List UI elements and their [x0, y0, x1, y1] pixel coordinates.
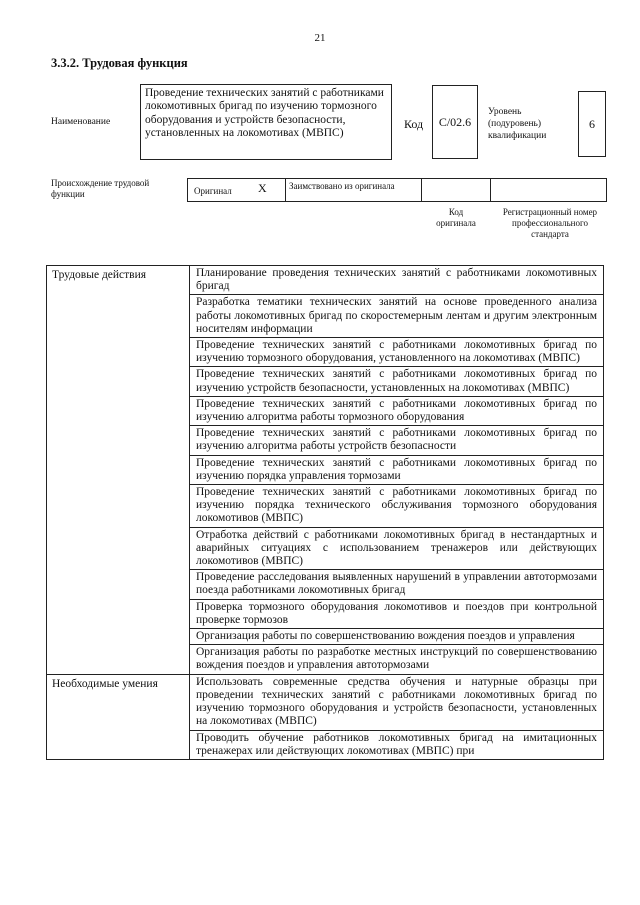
- origin-borrowed-cell: Заимствовано из оригинала: [285, 178, 422, 202]
- section-title: 3.3.2. Трудовая функция: [51, 56, 188, 70]
- origin-label: Происхождение трудовой функции: [51, 178, 150, 199]
- labor-action-item: Проведение расследования выявленных нарушений в управлении автотормозами поезда работниками локомотивных бригад: [190, 570, 604, 599]
- reg-number-label: Регистрационный номер профессионального стандарта: [502, 207, 598, 239]
- skills-label: Необходимые умения: [47, 674, 190, 759]
- table-row: [47, 674, 604, 730]
- name-value: Проведение технических занятий с работниками локомотивных бригад по изучению тормозного оборудования и устройств безопасности, установленных на локомотивах (МВПС): [140, 84, 392, 160]
- code-value: C/02.6: [432, 85, 478, 159]
- origin-original-cell: [187, 178, 286, 202]
- labor-actions-label: Трудовые действия: [47, 266, 190, 675]
- labor-action-item: Отработка действий с работниками локомотивных бригад в нестандартных и аварийных ситуациях с использованием тренажеров или действующих локомотивов (МВПС): [190, 527, 604, 570]
- labor-action-item: Проведение технических занятий с работниками локомотивных бригад по изучению порядка технического обслуживания тормозного оборудования локомотивов (МВПС): [190, 485, 604, 528]
- skill-item: Проводить обучение работников локомотивных бригад на имитационных тренажерах или действующих локомотивах (МВПС) при: [190, 730, 604, 759]
- level-label: Уровень (подуровень) квалификации: [488, 107, 547, 141]
- skill-item: Использовать современные средства обучения и натурные образцы при проведении технических занятий с работниками локомотивных бригад по изучению тормозного оборудования и устройств безопасности, установленных на локомотивах (МВПС): [190, 674, 604, 730]
- code-original-cell: [421, 178, 491, 202]
- labor-action-item: Проведение технических занятий с работниками локомотивных бригад по изучению тормозного оборудования, установленного на локомотивах (МВПС): [190, 338, 604, 367]
- reg-number-cell: [490, 178, 607, 202]
- labor-action-item: Организация работы по совершенствованию вождения поездов и управления: [190, 629, 604, 645]
- code-original-label: Код оригинала: [436, 207, 476, 228]
- labor-action-item: Проведение технических занятий с работниками локомотивных бригад по изучению порядка управления тормозами: [190, 455, 604, 484]
- function-table: [46, 265, 604, 760]
- origin-original-mark: X: [258, 181, 267, 195]
- labor-action-item: Проведение технических занятий с работниками локомотивных бригад по изучению алгоритма работы устройств безопасности: [190, 426, 604, 455]
- origin-original-label: Оригинал: [194, 186, 232, 196]
- labor-action-item: Проведение технических занятий с работниками локомотивных бригад по изучению алгоритма работы тормозного оборудования: [190, 396, 604, 425]
- labor-action-item: Организация работы по разработке местных инструкций по совершенствованию вождения поездов и управления автотормозами: [190, 645, 604, 674]
- origin-row: [187, 178, 607, 202]
- labor-action-item: Разработка тематики технических занятий на основе проведенного анализа работы локомотивных бригад по скоростемерным лентам и другим электронным носителям информации: [190, 295, 604, 338]
- level-value: 6: [578, 91, 606, 157]
- page-number: 21: [314, 32, 326, 44]
- name-label: Наименование: [51, 117, 111, 127]
- labor-action-item: Планирование проведения технических занятий с работниками локомотивных бригад: [190, 266, 604, 295]
- labor-action-item: Проведение технических занятий с работниками локомотивных бригад по изучению устройств безопасности, установленных на локомотивах (МВПС): [190, 367, 604, 396]
- labor-action-item: Проверка тормозного оборудования локомотивов и поездов при контрольной проверке тормозов: [190, 599, 604, 628]
- code-label: Код: [404, 117, 424, 131]
- table-row: [47, 266, 604, 295]
